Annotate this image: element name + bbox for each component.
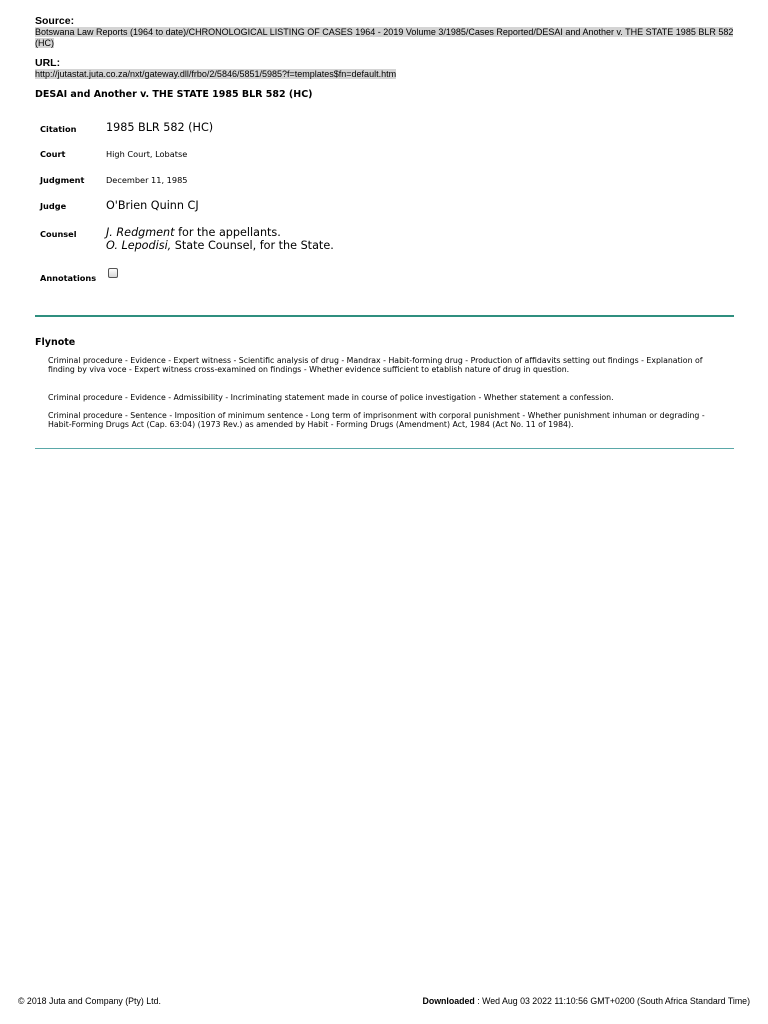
downloaded-value: : Wed Aug 03 2022 11:10:56 GMT+0200 (South Africa Standard Time)	[474, 996, 750, 1006]
url-label: URL:	[35, 57, 61, 69]
flynote-paragraph: Criminal procedure - Sentence - Imposition of minimum sentence - Long term of imprisonment with corporal punishment - Whether punishment inhuman or degrading - Habit-Forming Drugs Act (Cap. 63:04) (1973 Rev.) as amended by Habit - Forming Drugs (Amendment) Act, 1984 (Act No. 11 of 1984).	[48, 411, 705, 430]
citation-value: 1985 BLR 582 (HC)	[106, 121, 214, 134]
counsel-role-1: for the appellants.	[174, 226, 281, 239]
flynote-paragraph: Criminal procedure - Evidence - Admissibility - Incriminating statement made in course of police investigation - Whether statement a confession.	[48, 393, 614, 402]
judge-label: Judge	[40, 201, 67, 211]
citation-label: Citation	[40, 124, 77, 134]
url-link[interactable]: http://jutastat.juta.co.za/nxt/gateway.dll/frbo/2/5846/5851/5985?f=templates$fn=default.htm	[35, 69, 397, 79]
footer-copyright: © 2018 Juta and Company (Pty) Ltd.	[18, 996, 161, 1006]
counsel-name-2: O. Lepodisi,	[106, 239, 172, 252]
flynote-paragraph: Criminal procedure - Evidence - Expert witness - Scientific analysis of drug - Mandrax - Habit-forming drug - Production of affidavits setting out findings - Explanation of finding by viva voce - Expert witness cross-examined on findings - Whether evidence sufficient to etablish nature of drug in question.	[48, 356, 703, 375]
flynote-heading: Flynote	[35, 337, 76, 348]
case-title: DESAI and Another v. THE STATE 1985 BLR 582 (HC)	[35, 89, 313, 100]
annotations-label: Annotations	[40, 273, 97, 283]
court-label: Court	[40, 149, 66, 159]
counsel-line-2	[106, 239, 334, 252]
source-label: Source:	[35, 15, 75, 27]
counsel-line-1	[106, 226, 334, 239]
counsel-value	[106, 226, 334, 252]
judgment-value: December 11, 1985	[106, 175, 188, 185]
downloaded-label: Downloaded	[422, 996, 475, 1006]
source-path-text: Botswana Law Reports (1964 to date)/CHRONOLOGICAL LISTING OF CASES 1964 - 2019 Volume 3/1985/Cases Reported/DESAI and Another v. THE STATE 1985 BLR 582 (HC)	[35, 27, 734, 48]
court-value: High Court, Lobatse	[106, 149, 188, 159]
counsel-role-2: State Counsel, for the State.	[171, 239, 334, 252]
judge-value: O'Brien Quinn CJ	[106, 199, 199, 212]
judgment-label: Judgment	[40, 175, 85, 185]
section-divider-top	[35, 315, 734, 317]
counsel-name-1: J. Redgment	[106, 226, 175, 239]
annotations-checkbox[interactable]	[108, 268, 118, 278]
url-value[interactable]	[35, 69, 396, 80]
source-path	[35, 27, 735, 49]
counsel-label: Counsel	[40, 229, 77, 239]
section-divider-bottom	[35, 448, 734, 449]
footer-downloaded	[422, 996, 750, 1006]
